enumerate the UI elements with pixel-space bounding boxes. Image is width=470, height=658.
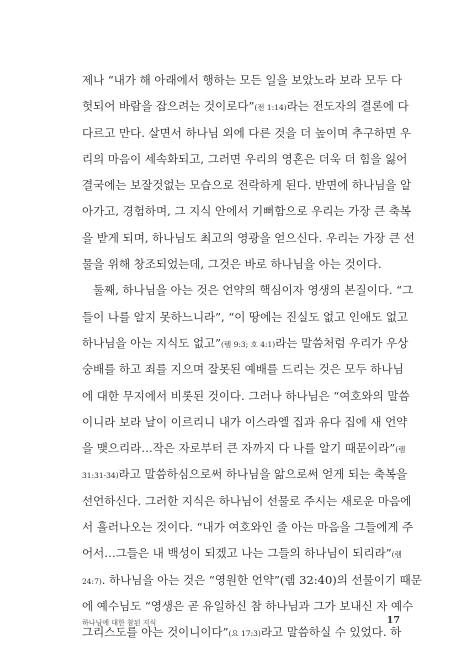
text-line (82, 514, 414, 540)
line-text: 결국에는 보잘것없는 모습으로 전락하게 된다. 반면에 하나님을 알 (82, 178, 412, 193)
line-text: 에 예수님도 “영생은 곧 유일하신 참 하나님과 그가 보내신 자 예수 (82, 598, 414, 613)
scripture-reference: (렘 9:3; 호 4:1) (221, 339, 276, 349)
text-line (82, 409, 408, 435)
text-line (82, 488, 412, 514)
line-text: 이니라 보라 날이 이르리니 내가 이스라엘 집과 유다 집에 새 언약 (82, 414, 408, 429)
text-line (82, 277, 414, 303)
line-text-continued: 라는 전도자의 결론에 다 (286, 99, 409, 114)
line-text: 을 받게 되며, 하나님도 최고의 영광을 얻으신다. 우리는 가장 큰 선 (82, 230, 415, 245)
line-text: 물을 위해 창조되었는데, 그것은 바로 하나님을 아는 것이다. (82, 257, 382, 272)
scripture-reference: (렘 (395, 445, 406, 455)
text-line (82, 93, 409, 119)
text-line (82, 356, 404, 382)
line-text: 서 흘러나오는 것이다. “내가 여호와인 줄 아는 마음을 그들에게 주 (82, 520, 414, 535)
line-text: 어서…그들은 내 백성이 되겠고 나는 그들의 하나님이 되리라” (82, 546, 392, 561)
line-text: 선언하신다. 그러한 지식은 하나님이 선물로 주시는 새로운 마음에 (82, 493, 412, 508)
line-text: 아가고, 경험하며, 그 지식 안에서 기뻐함으로 우리는 가장 큰 축복 (82, 204, 412, 219)
line-text: 그리스도를 아는 것이니이다” (82, 625, 229, 640)
line-text-continued: 라는 말씀처럼 우리가 우상 (275, 335, 409, 350)
line-text: 을 맺으리라…작은 자로부터 큰 자까지 다 나를 알기 때문이라” (82, 441, 396, 456)
line-text: 들이 나를 알지 못하느니라”, “이 땅에는 진실도 없고 인애도 없고 (82, 309, 409, 324)
body-text (82, 67, 422, 646)
text-line (82, 172, 412, 198)
text-line (82, 435, 406, 461)
text-line (82, 330, 409, 356)
text-line (82, 593, 414, 619)
scripture-reference: (렘 (391, 550, 402, 560)
scripture-reference: 24:7) (82, 576, 102, 586)
page-number: 17 (386, 615, 400, 626)
line-text: 리의 마음이 세속화되고, 그러면 우리의 영혼은 더욱 더 힘을 잃어 (82, 151, 408, 166)
line-text: 헛되어 바람을 잡으려는 것이로다” (82, 99, 255, 114)
text-line (82, 567, 422, 593)
text-line (82, 461, 408, 487)
line-text-continued: 라고 말씀하실 수 있었다. 하 (260, 625, 402, 640)
line-text: 다르고 만다. 살면서 하나님 외에 다른 것을 더 높이며 추구하면 우 (82, 125, 412, 140)
line-text-continued: . 하나님을 아는 것은 “영원한 언약”(렘 32:40)의 선물이기 때문 (101, 572, 422, 587)
text-line (82, 146, 408, 172)
text-line (82, 198, 412, 224)
text-line (82, 251, 400, 277)
line-text: 숭배를 하고 죄를 지으며 잘못된 예배를 드리는 것은 모두 하나님 (82, 362, 404, 377)
scripture-reference: (요 17:3) (228, 629, 261, 639)
text-line (82, 540, 400, 566)
text-line (82, 67, 403, 93)
scripture-reference: 31:31-34) (82, 471, 119, 481)
line-text-continued: 라고 말씀하심으로써 하나님을 앎으로써 얻게 되는 축복을 (118, 467, 408, 482)
text-line (82, 225, 415, 251)
line-text: 제나 “내가 해 아래에서 행하는 모든 일을 보았노라 보라 모두 다 (82, 73, 403, 87)
text-line (82, 383, 410, 409)
line-text: 하나님을 아는 지식도 없고” (82, 335, 222, 350)
scripture-reference: (전 1:14) (254, 103, 287, 113)
line-text: 에 대한 무지에서 비롯된 것이다. 그러나 하나님은 “여호와의 말씀 (82, 388, 410, 403)
text-line (82, 304, 409, 330)
text-line (82, 120, 412, 146)
running-footer-title: 하나님에 대한 참된 지식 (82, 619, 157, 627)
line-text: 둘째, 하나님을 아는 것은 언약의 핵심이자 영생의 본질이다. “그 (93, 283, 414, 298)
